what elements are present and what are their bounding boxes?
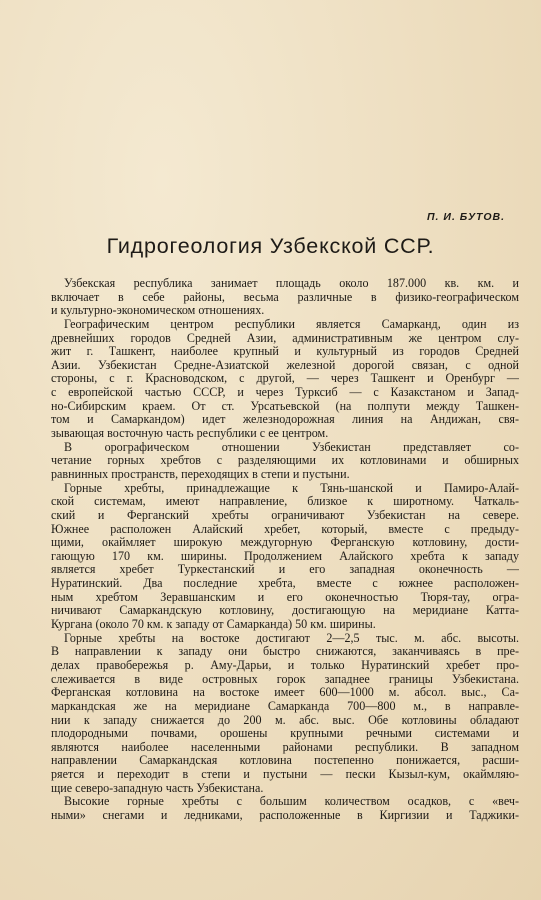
text-line: ничивают Самаркандскую котловину, достигающую на меридиане Катта-: [51, 604, 519, 618]
text-line: гающую 170 км. ширины. Продолжением Алайского хребта к западу: [51, 549, 519, 563]
page-title: Гидрогеология Узбекской ССР.: [106, 234, 435, 258]
text-line: жит г. Ташкент, наиболее крупный и культурный из городов Средней: [51, 345, 519, 359]
text-line: ными» снегами и ледниками, расположенные в Киргизии и Таджики-: [51, 808, 519, 822]
text-line: маркандская же на меридиане Самарканда 700—800 м., в направле-: [51, 699, 519, 713]
text-line: четание горных хребтов с разделяющими их котловинами и обширных: [51, 454, 519, 468]
text-line: плодородными почвами, орошены крупными речными системами и: [51, 727, 519, 741]
text-line: древнейших городов Средней Азии, административным же центром слу-: [51, 331, 519, 345]
text-line: Азии. Узбекистан Средне-Азиатской железной дорогой связан, с одной: [51, 358, 519, 372]
text-line: ский и Ферганский хребты ограничивают Узбекистан на севере.: [51, 508, 519, 522]
text-line: Высокие горные хребты с большим количеством осадков, с «веч-: [64, 795, 519, 809]
text-line: Южнее расположен Алайский хребет, который, вместе с предыду-: [51, 522, 519, 536]
author-name: П. И. БУТОВ.: [427, 211, 505, 223]
text-line: направлении Самаркандская котловина постепенно понижается, расши-: [51, 754, 519, 768]
text-line: равнинных пространств, переходящих в степи и пустыни.: [51, 467, 350, 481]
text-line: с европейской частью СССР, и через Турксиб — с Казакстаном и Запад-: [51, 386, 519, 400]
text-line: ным хребтом Зеравшанским и его оконечностью Тюря-тау, огра-: [51, 590, 519, 604]
text-line: Узбекская республика занимает площадь около 187.000 кв. км. и: [64, 277, 519, 290]
text-line: ряется и переходит в степи и пустыни — пески Кызыл-кум, окаймляю-: [51, 768, 519, 782]
text-line: слеживается в виде островных горок западнее границы Узбекистана.: [51, 672, 519, 686]
text-line: В орографическом отношении Узбекистан представляет со-: [64, 440, 519, 454]
text-line: щие северо-западную часть Узбекистана.: [51, 781, 264, 795]
text-line: но-Сибирским краем. От ст. Урсатьевской (на полпути между Ташкен-: [51, 399, 519, 413]
text-line: делах правобережья р. Аму-Дарьи, и только Нуратинский хребет про-: [51, 658, 519, 672]
text-line: Кургана (около 70 км. к западу от Самарканда) 50 км. ширины.: [51, 618, 376, 632]
text-line: В направлении к западу они быстро снижаются, заканчиваясь в пре-: [51, 645, 519, 659]
text-line: нии к западу снижается до 200 м. абс. выс. Обе котловины обладают: [51, 713, 519, 727]
text-line: Ферганская котловина на востоке имеет 600—1000 м. абсол. выс., Са-: [51, 686, 519, 700]
text-line: зывающая восточную часть республики с ее центром.: [51, 427, 329, 441]
text-line: является хребет Туркестанский и его западная оконечность —: [51, 563, 519, 577]
text-line: являются наиболее населенными районами республики. В западном: [51, 740, 519, 754]
text-line: включает в себе районы, весьма различные в физико-географическом: [51, 290, 519, 304]
text-line: и культурно-экономическом отношениях.: [51, 304, 265, 318]
text-line: Нуратинский. Два последние хребта, вместе с южнее расположен-: [51, 577, 519, 591]
text-line: стороны, с г. Красноводском, с другой, — через Ташкент и Оренбург —: [51, 372, 519, 386]
article-body: [51, 277, 519, 823]
text-line: щими, окаймляет широкую междугорную Ферганскую котловину, дости-: [51, 536, 519, 550]
text-line: Горные хребты на востоке достигают 2—2,5 тыс. м. абс. высоты.: [64, 631, 519, 645]
text-line: Горные хребты, принадлежащие к Тянь-шанской и Памиро-Алай-: [64, 481, 519, 495]
text-line: ской системам, имеют направление, близкое к широтному. Чаткаль-: [51, 495, 519, 509]
text-line: Географическим центром республики является Самарканд, один из: [64, 317, 519, 331]
text-line: том и Самаркандом) идет железнодорожная линия на Андижан, свя-: [51, 413, 519, 427]
